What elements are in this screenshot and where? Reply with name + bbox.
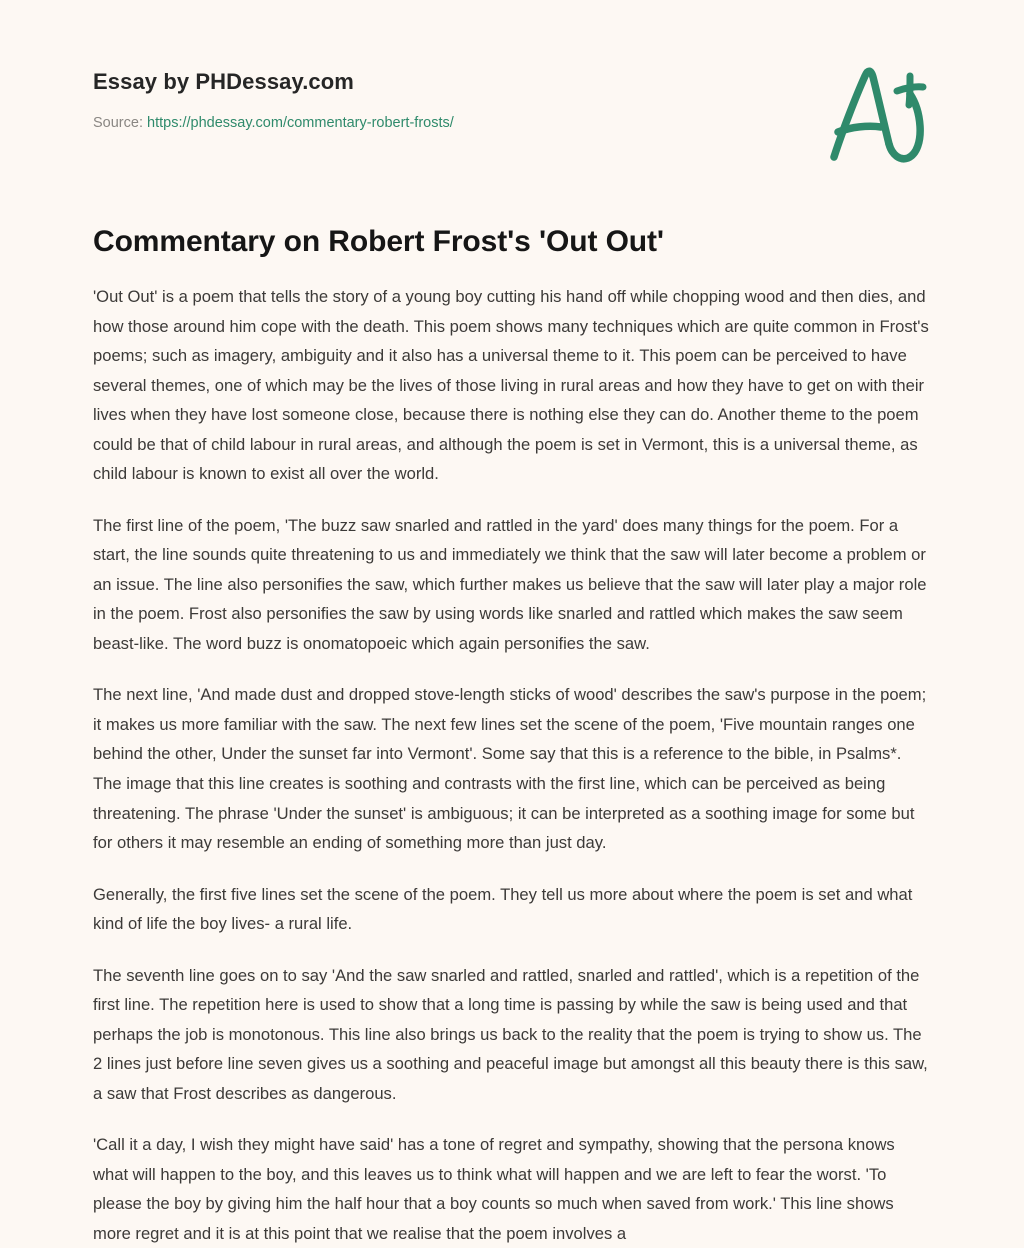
source-label: Source:	[93, 114, 143, 131]
page-title: Commentary on Robert Frost's 'Out Out'	[93, 225, 664, 258]
paragraph: The first line of the poem, 'The buzz saw snarled and rattled in the yard' does many things for the poem. For a start, the line sounds quite threatening to us and immediately we think that the saw will later become a problem or an issue. The line also personifies the saw, which further makes us believe that the saw will later play a major role in the poem. Frost also personifies the saw by using words like snarled and rattled which makes the saw seem beast-like. The word buzz is onomatopoeic which again personifies the saw.	[93, 515, 927, 653]
aplus-logo	[818, 58, 938, 168]
paragraph: 'Call it a day, I wish they might have said' has a tone of regret and sympathy, showing that the persona knows what will happen to the boy, and this leaves us to think what will happen and we are left to fear the worst. 'To please the boy by giving him the half hour that a boy counts so much when saved from work.' This line shows more regret and it is at this point that we realise that the poem involves a	[93, 1135, 895, 1243]
essay-body	[93, 282, 933, 1248]
paragraph: The seventh line goes on to say 'And the saw snarled and rattled, snarled and rattled', which is a repetition of the first line. The repetition here is used to show that a long time is passing by while the saw is being used and that perhaps the job is monotonous. This line also brings us back to the reality that the poem is trying to show us. The 2 lines just before line seven gives us a soothing and peaceful image but amongst all this beauty there is this saw, a saw that Frost describes as dangerous.	[93, 965, 928, 1103]
paragraph: Generally, the first five lines set the scene of the poem. They tell us more about where the poem is set and what kind of life the boy lives- a rural life.	[93, 884, 913, 934]
source-line	[93, 114, 793, 133]
source-url-link[interactable]: https://phdessay.com/commentary-robert-frosts/	[147, 114, 454, 131]
brand-title: Essay by PHDessay.com	[93, 69, 354, 94]
paragraph: The next line, 'And made dust and dropped stove-length sticks of wood' describes the saw's purpose in the poem; it makes us more familiar with the saw. The next few lines set the scene of the poem, 'Five mountain ranges one behind the other, Under the sunset far into Vermont'. Some say that this is a reference to the bible, in Psalms*. The image that this line creates is soothing and contrasts with the first line, which can be perceived as being threatening. The phrase 'Under the sunset' is ambiguous; it can be interpreted as a soothing image for some but for others it may resemble an ending of something more than just day.	[93, 685, 927, 853]
page-header	[93, 68, 793, 132]
paragraph: 'Out Out' is a poem that tells the story of a young boy cutting his hand off while chopping wood and then dies, and how those around him cope with the death. This poem shows many techniques which are quite common in Frost's poems; such as imagery, ambiguity and it also has a universal theme to it. This poem can be perceived to have several themes, one of which may be the lives of those living in rural areas and how they have to get on with their lives when they have lost someone close, because there is nothing else they can do. Another theme to the poem could be that of child labour in rural areas, and although the poem is set in Vermont, this is a universal theme, as child labour is known to exist all over the world.	[93, 287, 929, 484]
